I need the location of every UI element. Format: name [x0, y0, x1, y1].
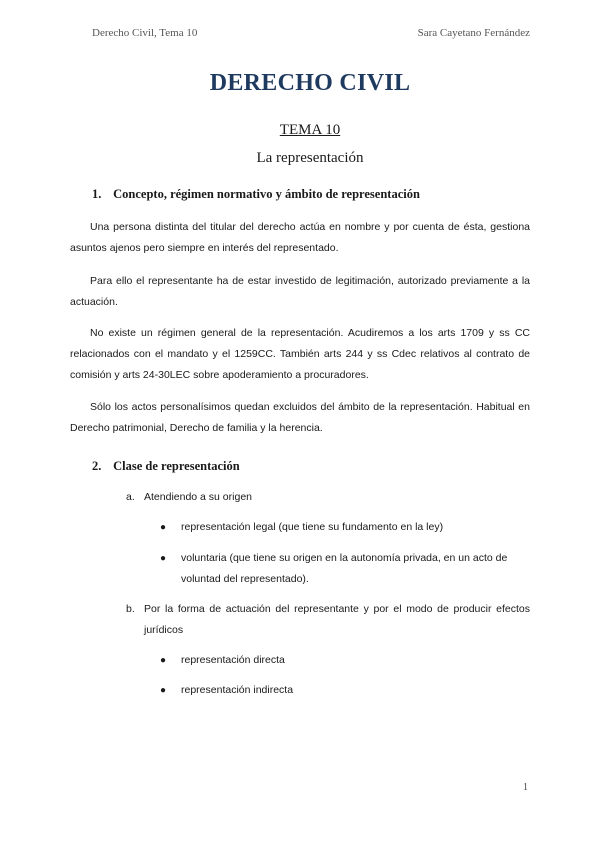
- paragraph: Una persona distinta del titular del derecho actúa en nombre y por cuenta de ésta, gestiona asuntos ajenos pero siempre en interés del representado.: [70, 221, 530, 254]
- paragraph: Para ello el representante ha de estar investido de legitimación, autorizado previamente a la actuación.: [70, 275, 530, 308]
- bullet-icon: ●: [160, 522, 167, 533]
- list-item-text: Por la forma de actuación del representante y por el modo de producir efectos jurídicos: [144, 603, 530, 636]
- list-item-text: Atendiendo a su origen: [144, 491, 252, 503]
- document-subtitle: La representación: [256, 150, 364, 166]
- paragraph: Sólo los actos personalísimos quedan excluidos del ámbito de la representación. Habitual en Derecho patrimonial, Derecho de familia y la herencia.: [70, 401, 530, 434]
- running-header-left: Derecho Civil, Tema 10: [92, 27, 198, 39]
- list-item-a: [126, 487, 530, 508]
- bullet-item: [160, 650, 530, 671]
- bullet-item: [160, 548, 530, 590]
- bullet-text: representación directa: [181, 654, 285, 666]
- paragraph: No existe un régimen general de la representación. Acudiremos a los arts 1709 y ss CC relacionados con el mandato y el 1259CC. También arts 244 y ss Cdec relativos al contrato de comisión y arts 24-30LEC sobre apoderamiento a procuradores.: [70, 327, 530, 381]
- document-title: DERECHO CIVIL: [209, 70, 411, 96]
- section-2-title: Clase de representación: [113, 459, 240, 473]
- bullet-icon: ●: [160, 553, 167, 564]
- section-2-heading: [92, 459, 240, 474]
- tema-label: TEMA 10: [279, 122, 341, 138]
- list-marker: b.: [126, 603, 135, 615]
- bullet-item: [160, 680, 530, 701]
- list-item-b: [126, 599, 530, 641]
- list-marker: a.: [126, 491, 135, 503]
- running-header-right: Sara Cayetano Fernández: [417, 27, 530, 39]
- section-2-number: 2.: [92, 459, 102, 473]
- bullet-icon: ●: [160, 655, 167, 666]
- bullet-text: representación legal (que tiene su fundamento en la ley): [181, 521, 444, 533]
- bullet-item: [160, 517, 530, 538]
- section-1-heading: [92, 187, 420, 202]
- section-1-title: Concepto, régimen normativo y ámbito de representación: [113, 187, 420, 201]
- page-number: 1: [523, 782, 528, 793]
- bullet-icon: ●: [160, 685, 167, 696]
- bullet-text: voluntaria (que tiene su origen en la autonomía privada, en un acto de voluntad del representado).: [181, 552, 508, 585]
- section-1-number: 1.: [92, 187, 102, 201]
- bullet-text: representación indirecta: [181, 684, 294, 696]
